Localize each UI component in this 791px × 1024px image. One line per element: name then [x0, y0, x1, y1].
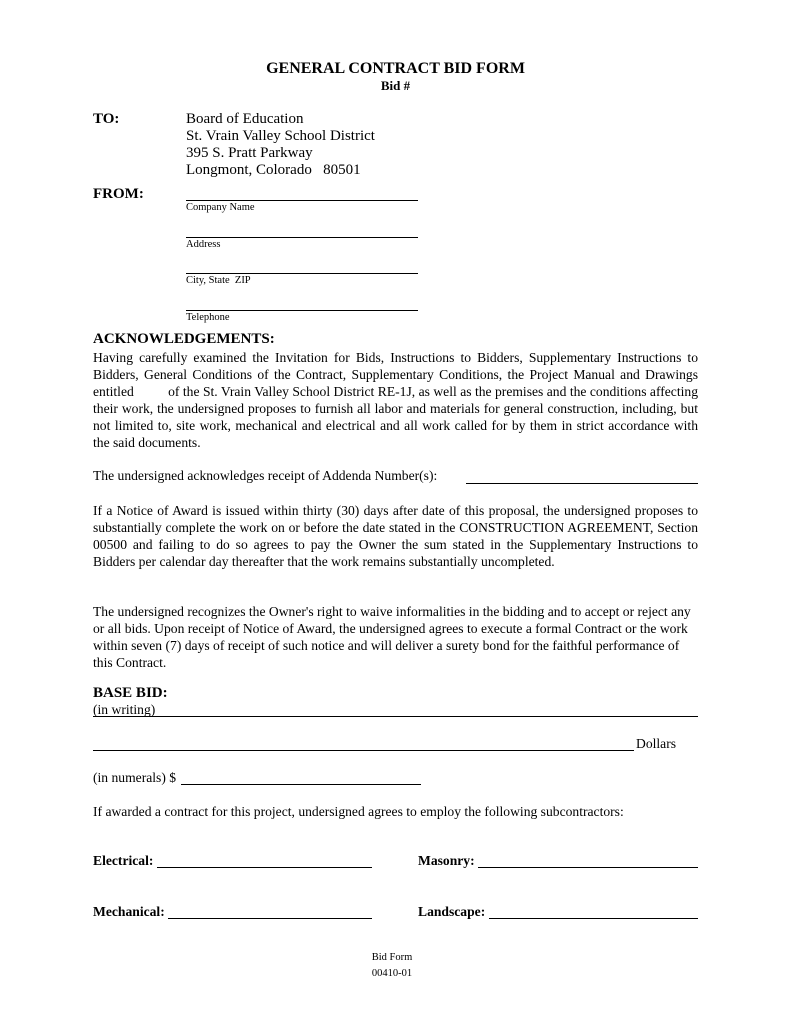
in-numerals-label: (in numerals) $ — [93, 770, 177, 785]
owner-rights-paragraph: The undersigned recognizes the Owner's right to waive informalities in the bidding and to accept or reject any or all bids. Upon receipt of Notice of Award, the undersigned agrees to execute a formal Contract or the work within seven (7) days of receipt of such notice and will deliver a surety bond for the faithful performance of this Contract. — [93, 604, 691, 670]
mechanical-field[interactable] — [168, 918, 372, 919]
address-caption: Address — [186, 239, 221, 250]
base-bid-numerals-field[interactable] — [181, 784, 421, 785]
dollars-label: Dollars — [636, 736, 677, 751]
page-title: GENERAL CONTRACT BID FORM — [266, 60, 525, 77]
telephone-caption: Telephone — [186, 312, 230, 323]
city-state-zip-field[interactable] — [186, 273, 418, 274]
telephone-field[interactable] — [186, 310, 418, 311]
landscape-field[interactable] — [489, 918, 698, 919]
masonry-label: Masonry: — [418, 853, 475, 868]
city-state-zip-caption: City, State ZIP — [186, 275, 251, 286]
to-label: TO: — [93, 111, 120, 127]
base-bid-writing-field[interactable] — [93, 716, 698, 717]
subcontractors-text: If awarded a contract for this project, undersigned agrees to employ the following subcontractors: — [93, 804, 624, 819]
address-field[interactable] — [186, 237, 418, 238]
footer-line-1: Bid Form — [371, 952, 413, 963]
landscape-label: Landscape: — [418, 904, 486, 919]
bid-number: Bid # — [380, 78, 411, 93]
acknowledgements-heading: ACKNOWLEDGEMENTS: — [93, 331, 275, 347]
footer — [332, 950, 452, 982]
address-line: Board of Education — [186, 111, 304, 127]
footer-line-2: 00410-01 — [371, 968, 413, 979]
address-line: St. Vrain Valley School District — [186, 128, 375, 144]
in-writing-label: (in writing) — [93, 702, 156, 717]
mechanical-label: Mechanical: — [93, 904, 165, 919]
notice-of-award-paragraph: If a Notice of Award is issued within thirty (30) days after date of this proposal, the undersigned proposes to substantially complete the work on or before the date stated in the CONSTRUCTION AGREEMENT, Section 00500 and failing to do so agrees to pay the Owner the sum stated in the Supplementary Instructions to Bidders per calendar day thereafter that the work remains substantially uncompleted. — [93, 503, 698, 569]
company-name-caption: Company Name — [186, 202, 255, 213]
addenda-number-field[interactable] — [466, 483, 698, 484]
address-line: 395 S. Pratt Parkway — [186, 145, 313, 161]
from-label: FROM: — [93, 186, 144, 202]
to-address — [186, 111, 375, 179]
acknowledgements-paragraph: Having carefully examined the Invitation for Bids, Instructions to Bidders, Supplementary Instructions to Bidders, General Conditions of the Contract, Supplementary Conditions, the Project Manual and Drawings entitled of the St. Vrain Valley School District RE-1J, as well as the premises and the conditions affecting their work, the undersigned proposes to furnish all labor and materials for general construction, including, but not limited to, site work, mechanical and electrical and all work called for by them in strict accordance with the said documents. — [93, 350, 702, 450]
address-line: Longmont, Colorado 80501 — [186, 162, 361, 178]
electrical-label: Electrical: — [93, 853, 154, 868]
base-bid-writing-field-2[interactable] — [93, 750, 634, 751]
masonry-field[interactable] — [478, 867, 698, 868]
base-bid-heading: BASE BID: — [93, 685, 168, 701]
company-name-field[interactable] — [186, 200, 418, 201]
addenda-text: The undersigned acknowledges receipt of Addenda Number(s): — [93, 468, 438, 483]
electrical-field[interactable] — [157, 867, 372, 868]
